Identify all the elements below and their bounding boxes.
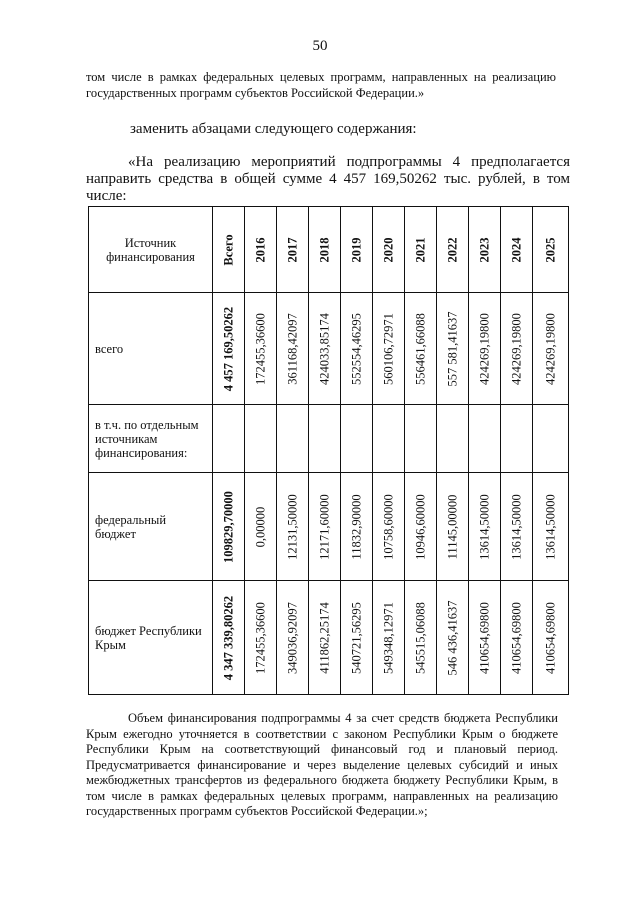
row-label-cell: в т.ч. по отдельным источникам финансирования: (89, 405, 213, 473)
table-row (89, 581, 569, 695)
header-year-cell: 2018 (309, 207, 341, 293)
header-year-cell: 2023 (469, 207, 501, 293)
value-cell: 13614,50000 (533, 473, 569, 581)
value-cell: 12171,60000 (309, 473, 341, 581)
value-cell: 13614,50000 (501, 473, 533, 581)
header-source-cell: Источник финансирования (89, 207, 213, 293)
value-cell (245, 405, 277, 473)
value-cell: 349036,92097 (277, 581, 309, 695)
financing-table (88, 206, 569, 695)
value-cell: 12131,50000 (277, 473, 309, 581)
table-row (89, 473, 569, 581)
value-cell: 172455,36600 (245, 293, 277, 405)
value-cell (277, 405, 309, 473)
replace-instruction: заменить абзацами следующего содержания: (130, 121, 417, 137)
value-cell: 411862,25174 (309, 581, 341, 695)
value-cell (405, 405, 437, 473)
value-cell (501, 405, 533, 473)
header-year-cell: 2022 (437, 207, 469, 293)
value-cell (437, 405, 469, 473)
value-cell: 410654,69800 (469, 581, 501, 695)
header-total-cell: Всего (213, 207, 245, 293)
value-cell: 10758,60000 (373, 473, 405, 581)
value-cell: 540721,56295 (341, 581, 373, 695)
bottom-paragraph: Объем финансирования подпрограммы 4 за счет средств бюджета Республики Крым ежегодно уточняется в соответствии с законом Республики Крым о бюджете Республики Крым на соответствующий финансовый год и плановый период. Предусматривается финансирование и через выделение целевых субсидий и иных межбюджетных трансфертов из федерального бюджета бюджету Республики Крым, в том числе в рамках федеральных целевых программ, направленных на реализацию государственных программ субъектов Российской Федерации.»; (86, 711, 558, 818)
header-year-cell: 2019 (341, 207, 373, 293)
value-cell: 361168,42097 (277, 293, 309, 405)
header-year-cell: 2016 (245, 207, 277, 293)
header-year-cell: 2021 (405, 207, 437, 293)
value-cell: 424269,19800 (469, 293, 501, 405)
value-cell: 424269,19800 (533, 293, 569, 405)
total-cell: 4 457 169,50262 (213, 293, 245, 405)
row-label-cell: федеральный бюджет (89, 473, 213, 581)
value-cell: 552554,46295 (341, 293, 373, 405)
top-paragraph: том числе в рамках федеральных целевых программ, направленных на реализацию государственных программ субъектов Российской Федерации.» (86, 70, 556, 100)
value-cell: 13614,50000 (469, 473, 501, 581)
value-cell: 546 436,41637 (437, 581, 469, 695)
row-label-cell: бюджет Республики Крым (89, 581, 213, 695)
value-cell: 545515,06088 (405, 581, 437, 695)
table-row (89, 405, 569, 473)
row-label-cell: всего (89, 293, 213, 405)
value-cell: 410654,69800 (501, 581, 533, 695)
page-number: 50 (312, 38, 328, 54)
value-cell: 11145,00000 (437, 473, 469, 581)
value-cell (533, 405, 569, 473)
header-year-cell: 2024 (501, 207, 533, 293)
total-cell: 4 347 339,80262 (213, 581, 245, 695)
header-year-cell: 2025 (533, 207, 569, 293)
value-cell (341, 405, 373, 473)
value-cell: 0,00000 (245, 473, 277, 581)
total-cell: 109829,70000 (213, 473, 245, 581)
intro-paragraph: «На реализацию мероприятий подпрограммы 4 предполагается направить средства в общей сумме 4 457 169,50262 тыс. рублей, в том числе: (86, 154, 570, 204)
value-cell: 410654,69800 (533, 581, 569, 695)
table-row (89, 293, 569, 405)
value-cell (309, 405, 341, 473)
value-cell: 557 581,41637 (437, 293, 469, 405)
value-cell: 424269,19800 (501, 293, 533, 405)
value-cell: 11832,90000 (341, 473, 373, 581)
value-cell: 560106,72971 (373, 293, 405, 405)
value-cell (469, 405, 501, 473)
table-header-row (89, 207, 569, 293)
value-cell: 10946,60000 (405, 473, 437, 581)
total-cell (213, 405, 245, 473)
value-cell: 172455,36600 (245, 581, 277, 695)
header-year-cell: 2020 (373, 207, 405, 293)
header-year-cell: 2017 (277, 207, 309, 293)
value-cell: 549348,12971 (373, 581, 405, 695)
value-cell: 556461,66088 (405, 293, 437, 405)
value-cell (373, 405, 405, 473)
value-cell: 424033,85174 (309, 293, 341, 405)
